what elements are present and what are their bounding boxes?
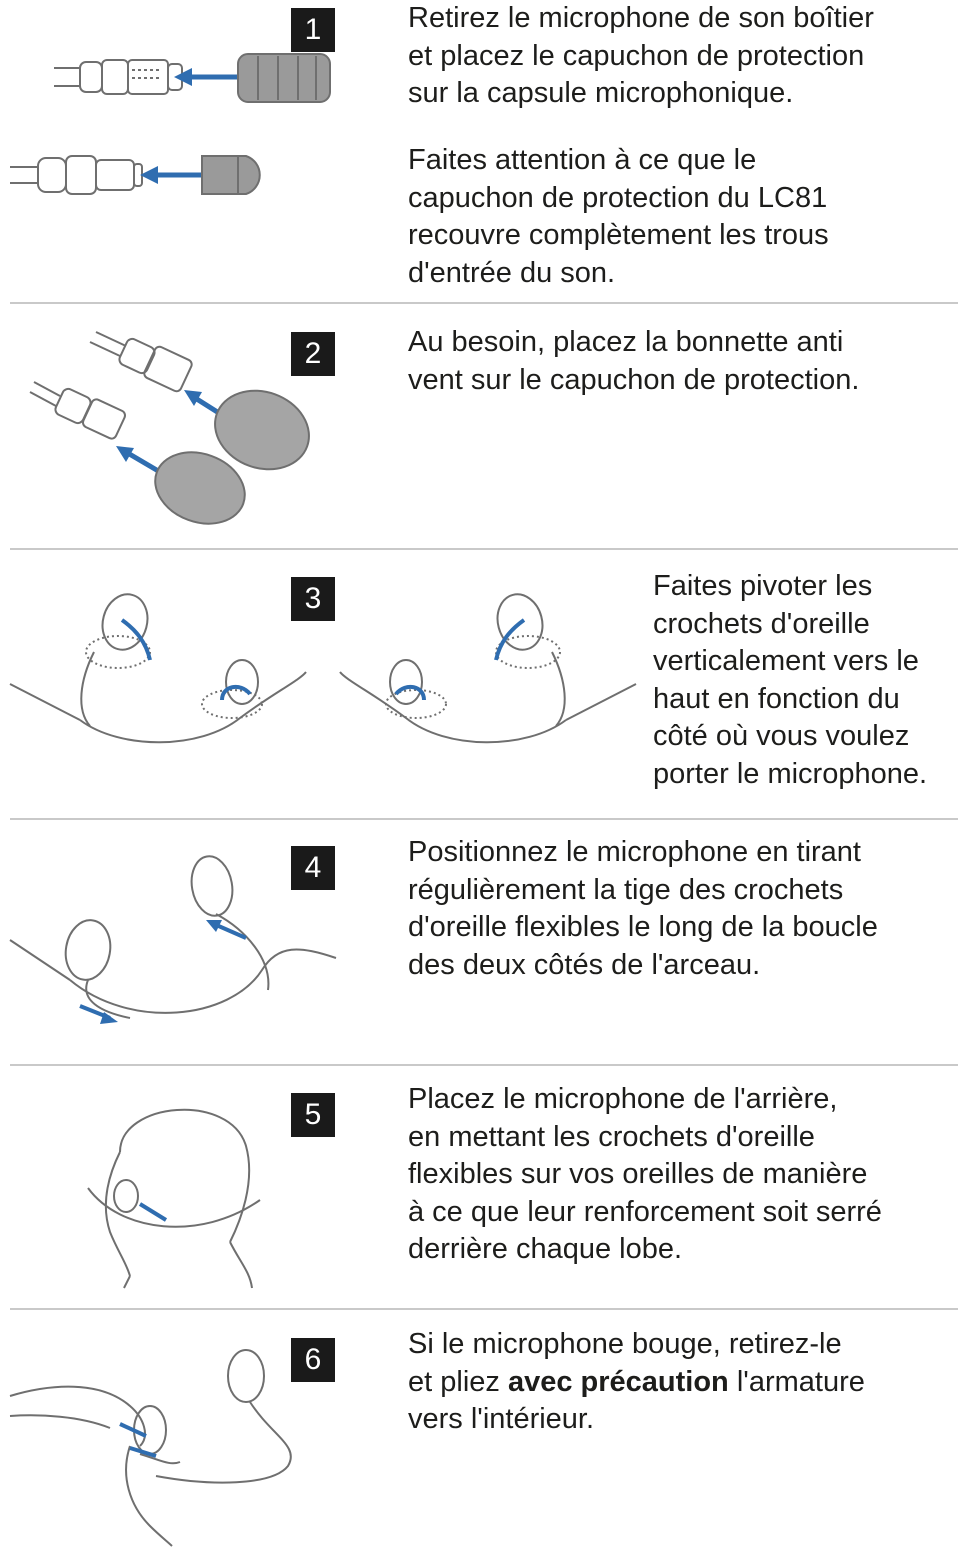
step-2-text: [408, 324, 859, 399]
step-5-text: [408, 1081, 882, 1269]
step-1-note-line-3: recouvre complètement les trous: [408, 219, 829, 251]
step-5-line-2: en mettant les crochets d'oreille: [408, 1120, 815, 1153]
step-3: [0, 550, 959, 818]
step-4-number-badge: 4: [291, 846, 335, 890]
step-4-line-2: régulièrement la tige des crochets: [408, 873, 844, 906]
step-4-line-1: Positionnez le microphone en tirant: [408, 836, 861, 868]
step-2: [0, 304, 959, 548]
step-5: [0, 1066, 959, 1308]
step-4-line-3: d'oreille flexibles le long de la boucle: [408, 911, 878, 943]
step-1-text: [408, 0, 874, 113]
step-2-line-2: vent sur le capuchon de protection.: [408, 363, 860, 396]
step-5-number-badge: 5: [291, 1093, 335, 1137]
step-3-line-2: crochets d'oreille: [653, 607, 870, 640]
step-6-emphasis: avec précaution: [507, 1365, 729, 1398]
step-6-number-badge: 6: [291, 1338, 335, 1382]
step-3-line-3: verticalement vers le: [653, 645, 919, 677]
step-1: [0, 0, 959, 300]
step-3-number-badge: 3: [291, 577, 335, 621]
step-1-number-badge: 1: [291, 8, 335, 52]
step-5-line-1: Placez le microphone de l'arrière,: [408, 1083, 838, 1115]
step-3-line-1: Faites pivoter les: [653, 570, 873, 602]
step-1-note-line-1: Faites attention à ce que le: [408, 144, 757, 176]
step-6: [0, 1310, 959, 1554]
step-2-line-1: Au besoin, placez la bonnette anti: [408, 326, 844, 358]
step-4: [0, 820, 959, 1064]
step-6-line-1: Si le microphone bouge, retirez-le: [408, 1328, 842, 1360]
head-wearing-illustration: [80, 1092, 280, 1292]
step-4-line-4: des deux côtés de l'arceau.: [408, 948, 761, 981]
step-3-text: [653, 568, 927, 793]
step-1-line-1: Retirez le microphone de son boîtier: [408, 2, 874, 34]
step-3-line-5: côté où vous voulez: [653, 720, 910, 752]
step-5-line-5: derrière chaque lobe.: [408, 1233, 683, 1265]
capsule-cap-illustration: [10, 40, 350, 210]
step-1-note-line-4: d'entrée du son.: [408, 256, 616, 289]
step-3-line-4: haut en fonction du: [653, 682, 900, 715]
step-6-line-3: vers l'intérieur.: [408, 1403, 595, 1435]
step-1-note: [408, 142, 829, 292]
step-1-note-line-2: capuchon de protection du LC81: [408, 181, 828, 214]
step-6-line-2-end: l'armature: [728, 1365, 865, 1398]
step-6-line-2-start: et pliez: [408, 1365, 508, 1398]
step-3-line-6: porter le microphone.: [653, 757, 928, 790]
step-5-line-3: flexibles sur vos oreilles de manière: [408, 1158, 868, 1190]
step-4-text: [408, 834, 878, 984]
step-1-line-3: sur la capsule microphonique.: [408, 77, 794, 109]
windshield-illustration: [30, 324, 320, 524]
step-5-line-4: à ce que leur renforcement soit serré: [408, 1195, 882, 1228]
step-6-text: [408, 1326, 865, 1439]
step-1-line-2: et placez le capuchon de protection: [408, 39, 865, 72]
step-2-number-badge: 2: [291, 332, 335, 376]
bend-frame-illustration: [10, 1336, 310, 1546]
